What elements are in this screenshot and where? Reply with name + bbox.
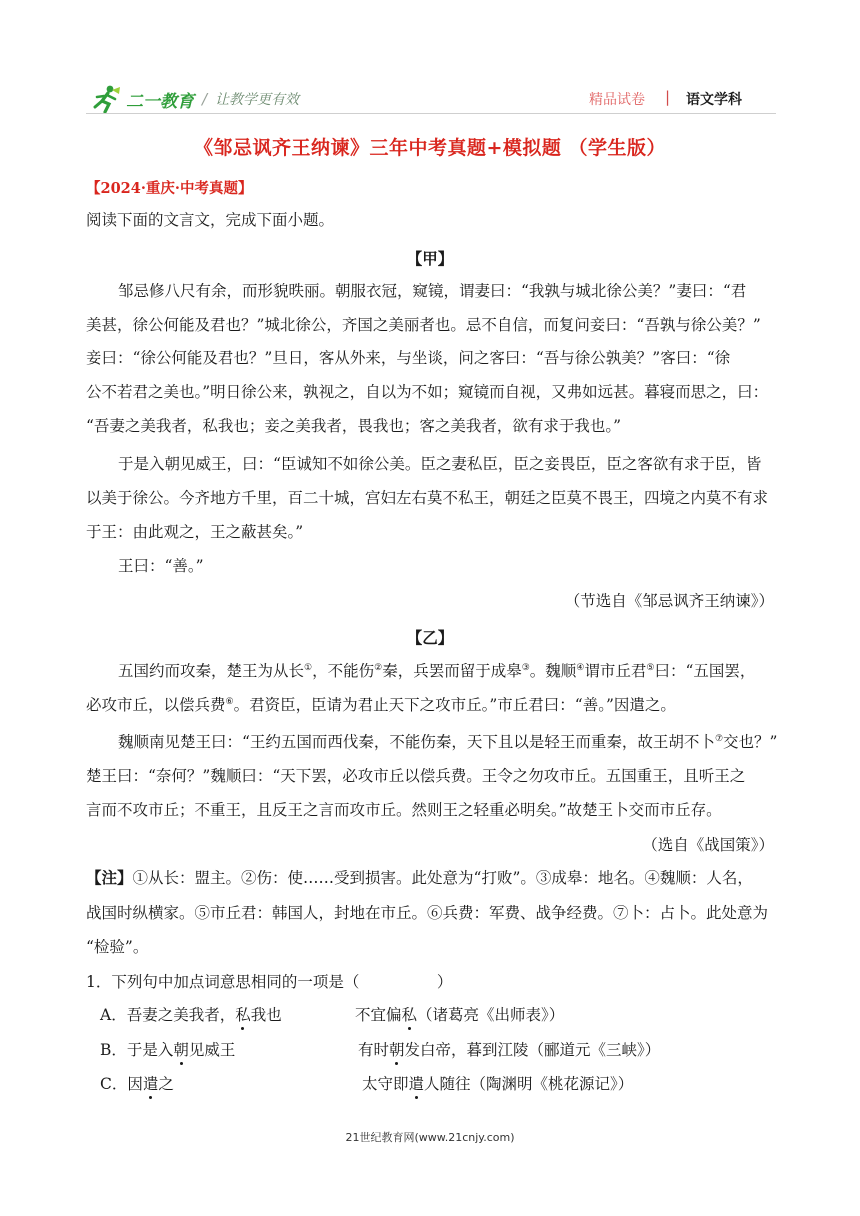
jia-line: 王曰：“善。” xyxy=(118,557,204,575)
jia-line: 美甚，徐公何能及君也？”城北徐公，齐国之美丽者也。忌不自信，而复问妾曰：“吾孰与徐公美？” xyxy=(86,316,761,334)
header-divider xyxy=(86,113,776,114)
yi-line: 言而不攻市丘；不重王，且反王之言而攻市丘。然则王之轻重必明矣。”故楚王卜交而市丘存。 xyxy=(86,801,722,819)
yi-line xyxy=(86,695,676,715)
footnote-marker: ① xyxy=(304,662,313,673)
option-text: 因 xyxy=(127,1075,143,1093)
option-text: （诸葛亮《出师表》） xyxy=(417,1006,565,1024)
notes-line xyxy=(86,868,753,888)
yi-text: 必攻市丘，以偿兵费 xyxy=(86,696,226,714)
dotted-word: 遣 xyxy=(408,1075,425,1093)
section-jia-heading: 【甲】 xyxy=(406,249,454,268)
dotted-word: 私 xyxy=(235,1006,251,1024)
option-text: 我也 xyxy=(250,1006,282,1024)
jia-line: 于王：由此观之，王之蔽甚矣。” xyxy=(86,523,304,541)
footnote-marker: ⑥ xyxy=(225,696,234,707)
exam-source-tag: 【2024·重庆·中考真题】 xyxy=(86,180,253,197)
yi-line xyxy=(118,732,777,752)
brand-name: 二一教育 xyxy=(126,91,194,112)
option-text: 人随往（陶渊明《桃花源记》） xyxy=(424,1075,634,1093)
option-text: 见威王 xyxy=(188,1041,236,1059)
option-text: 不宜偏 xyxy=(355,1006,402,1024)
dotted-word: 私 xyxy=(401,1006,418,1024)
dotted-word: 遣 xyxy=(142,1075,159,1093)
footnote-marker: ⑦ xyxy=(714,733,724,744)
instruction: 阅读下面的文言文，完成下面小题。 xyxy=(86,211,335,229)
yi-line xyxy=(118,661,755,681)
footnote-marker: ② xyxy=(374,662,383,673)
jia-line: 邹忌修八尺有余，而形貌昳丽。朝服衣冠，窥镜，谓妻曰：“我孰与城北徐公美？”妻曰：“君 xyxy=(118,282,747,300)
option-text: 之 xyxy=(158,1075,174,1093)
option-label: C． xyxy=(100,1075,128,1093)
notes-label: 【注】 xyxy=(86,868,133,887)
notes-line: 战国时纵横家。⑤市丘君：韩国人，封地在市丘。⑥兵费：军费、战争经费。⑦卜：占卜。此处意为 xyxy=(86,904,769,922)
footnote-marker: ④ xyxy=(576,662,585,673)
option-a-right xyxy=(355,1005,564,1025)
footnote-marker: ③ xyxy=(521,662,530,673)
option-text: 吾妻之美我者， xyxy=(126,1006,236,1024)
option-label: A． xyxy=(100,1006,127,1024)
option-label: B． xyxy=(100,1041,127,1059)
option-text: 有时 xyxy=(358,1041,390,1059)
option-c-right xyxy=(362,1074,633,1094)
jia-line: 妾曰：“徐公何能及君也？”旦日，客从外来，与坐谈，问之客曰：“吾与徐公孰美？”客曰：“徐 xyxy=(86,349,731,367)
page-title: 《邹忌讽齐王纳谏》三年中考真题+模拟题 （学生版） xyxy=(193,137,667,159)
jia-line: “吾妻之美我者，私我也；妾之美我者，畏我也；客之美我者，欲有求于我也。” xyxy=(86,417,622,435)
yi-source: （选自《战国策》） xyxy=(642,836,774,854)
category-tag: 精品试卷 xyxy=(589,92,645,108)
yi-text: 交也？” xyxy=(723,733,778,751)
dotted-word: 朝 xyxy=(389,1041,405,1059)
jia-line: 于是入朝见威王，曰：“臣诚知不如徐公美。臣之妻私臣，臣之妾畏臣，臣之客欲有求于臣，皆 xyxy=(118,455,762,473)
notes-line: “检验”。 xyxy=(86,938,149,956)
yi-text: 五国约而攻秦，楚王为从长 xyxy=(118,662,305,680)
option-a-left xyxy=(100,1005,282,1025)
yi-text: 。魏顺 xyxy=(529,662,577,680)
brand-logo xyxy=(88,82,299,116)
section-yi-heading: 【乙】 xyxy=(406,628,454,647)
footnote-marker: ⑤ xyxy=(646,662,655,673)
subject-tag: 语文学科 xyxy=(686,92,742,108)
yi-text: 。君资臣，臣请为君止天下之攻市丘。”市丘君曰：“善。”因遣之。 xyxy=(233,696,676,714)
jia-source: （节选自《邹忌讽齐王纳谏》） xyxy=(564,592,774,610)
option-text: 太守即 xyxy=(362,1075,409,1093)
question-stem: 1．下列句中加点词意思相同的一项是（ ） xyxy=(86,973,453,991)
brand-slogan: 让教学更有效 xyxy=(215,92,300,108)
option-b-right xyxy=(358,1040,660,1060)
yi-line: 楚王曰：“奈何？”魏顺曰：“天下罢，必攻市丘以偿兵费。王令之勿攻市丘。五国重王，且听王之 xyxy=(86,767,746,785)
yi-text: 秦，兵罢而留于成皋 xyxy=(382,662,522,680)
jia-line: 公不若君之美也。”明日徐公来，孰视之，自以为不如；窥镜而自视，又弗如远甚。暮寝而思之，曰： xyxy=(86,383,769,401)
yi-text: 谓市丘君 xyxy=(584,662,647,680)
notes-text: ①从长：盟主。②伤：使……受到损害。此处意为“打败”。③成皋：地名。④魏顺：人名， xyxy=(132,869,753,887)
yi-text: 魏顺南见楚王曰：“王约五国而西伐秦，不能伤秦，天下且以是轻王而重秦，故王胡不卜 xyxy=(118,733,715,751)
dotted-word: 朝 xyxy=(173,1041,189,1059)
yi-text: 曰：“五国罢， xyxy=(654,662,756,680)
option-text: 发白帝，暮到江陵（郦道元《三峡》） xyxy=(404,1041,661,1059)
tag-divider: | xyxy=(665,88,671,106)
runner-logo-icon xyxy=(88,84,122,114)
option-c-left xyxy=(100,1074,174,1094)
page-footer: 21世纪教育网(www.21cnjy.com) xyxy=(345,1131,515,1144)
option-b-left xyxy=(100,1040,235,1060)
jia-line: 以美于徐公。今齐地方千里，百二十城，宫妇左右莫不私王，朝廷之臣莫不畏王，四境之内莫不有求 xyxy=(86,489,769,507)
option-text: 于是入 xyxy=(126,1041,174,1059)
yi-text: ，不能伤 xyxy=(312,662,375,680)
brand-separator: / xyxy=(202,90,208,108)
